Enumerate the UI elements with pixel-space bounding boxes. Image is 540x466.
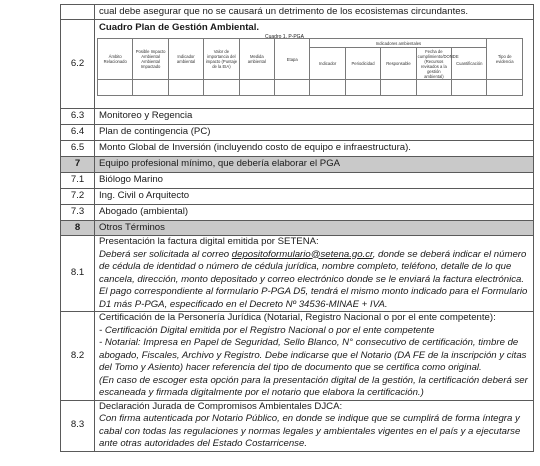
row-number: 8.1 (61, 236, 95, 312)
row-heading: Presentación la factura digital emitida por SETENA: (99, 236, 319, 247)
row-text: cual debe asegurar que no se causará un detrimento de los ecosistemas circundantes. (95, 5, 534, 20)
row-text: Abogado (ambiental) (95, 205, 534, 221)
pga-table (97, 38, 523, 96)
row-heading: Certificación de la Personería Jurídica (Notarial, Registro Nacional o por el ente competente): (99, 312, 496, 323)
row-number: 8.2 (61, 312, 95, 401)
row-number: 6.2 (61, 20, 95, 109)
row-text: Equipo profesional mínimo, que debería elaborar el PGA (95, 157, 534, 173)
pga-subheader-cell: Periodicidad (345, 48, 380, 80)
pga-subheader-cell: Indicador (310, 48, 345, 80)
row-number: 7.3 (61, 205, 95, 221)
row-number: 7.2 (61, 189, 95, 205)
table-row-6-2 (61, 20, 534, 109)
pga-empty-cell (133, 80, 168, 96)
row-number: 6.4 (61, 125, 95, 141)
requirements-table (60, 4, 534, 452)
pga-empty-cell (487, 80, 523, 96)
row-text: Otros Términos (95, 221, 534, 236)
row-text (95, 400, 534, 451)
row-text: Plan de contingencia (PC) (95, 125, 534, 141)
pga-header-cell: Valor de importancia del impacto (Puntaje de la EIA) (204, 39, 239, 80)
pga-subheader-cell: Fecha de cumplimiento/DONDE (Recursos revisados a la gestión ambiental) (417, 48, 459, 79)
pga-empty-cell (416, 80, 451, 96)
pga-subheader-cell: Responsable (381, 48, 416, 80)
pga-empty-cell (168, 80, 203, 96)
table-row (61, 109, 534, 125)
table-row-8-1 (61, 236, 534, 312)
row-text: Ing. Civil o Arquitecto (95, 189, 534, 205)
row-text (95, 236, 534, 312)
row-paragraph: - Notarial: Impresa en Papel de Seguridad, Sello Blanco, N° consecutivo de certificación, timbre de abogado, Fiscales, Archivo y Registro. Debe indicarse que el Notario (DA FE de la inscripción y citas del Tomo y Asiento) hacer referencia del tipo de documento que se certifica como original. (99, 337, 527, 373)
section-row-8 (61, 221, 534, 236)
table-row (61, 5, 534, 20)
pga-empty-cell (310, 80, 345, 96)
section-row-7 (61, 157, 534, 173)
row-number: 7 (61, 157, 95, 173)
pga-empty-cell (381, 80, 416, 96)
row-number: 8.3 (61, 400, 95, 451)
section-title: Cuadro Plan de Gestión Ambiental. (99, 22, 260, 33)
row-number: 6.5 (61, 141, 95, 157)
table-row (61, 125, 534, 141)
table-row (61, 189, 534, 205)
row-text: Monitoreo y Regencia (95, 109, 534, 125)
email-link[interactable]: depositoformulario@setena.go.cr (231, 248, 373, 260)
pga-empty-cell (98, 80, 133, 96)
row-number: 8 (61, 221, 95, 236)
text-span: Deberá ser solicitada al correo (99, 248, 232, 260)
table-row (61, 173, 534, 189)
pga-empty-cell (452, 80, 487, 96)
pga-subheader-cell: Cuantificación (452, 48, 487, 80)
pga-header-cell: Medida ambiental (239, 39, 274, 80)
row-number: 7.1 (61, 173, 95, 189)
pga-group-header: Indicadores ambientales (310, 39, 487, 48)
pga-cell (95, 20, 534, 109)
pga-header-cell: Etapa (275, 39, 310, 80)
pga-empty-cell (275, 80, 310, 96)
row-number (61, 5, 95, 20)
pga-empty-cell (239, 80, 274, 96)
row-text (95, 312, 534, 401)
pga-header-cell: Ámbito Relacionado (98, 39, 133, 80)
row-text: Monto Global de Inversión (incluyendo costo de equipo e infraestructura). (95, 141, 534, 157)
table-row-8-2 (61, 312, 534, 401)
pga-empty-cell (204, 80, 239, 96)
row-text: Biólogo Marino (95, 173, 534, 189)
pga-header-cell: Indicador ambiental (168, 39, 203, 80)
row-paragraph (99, 249, 529, 312)
pga-header-cell: Tipo de evidencia (487, 39, 523, 80)
table-row (61, 205, 534, 221)
text-span: , donde se deberá indicar el número de cédula de identidad o número de cédula jurídica, nombre completo, teléfono, detalle de lo que cancela, dirección, monto depositado y correo electrónico donde se le enviará la factura electrónica. El pago correspondiente al formulario P-PGA D5, tendrá el mismo monto indicado para el Formulario D1 más P-PGA, especificado en el Decreto Nº 34536-MINAE + IVA. (99, 248, 528, 310)
table-row (61, 141, 534, 157)
table-row-8-3 (61, 400, 534, 451)
pga-empty-cell (345, 80, 380, 96)
row-paragraph: Con firma autenticada por Notario Público, en donde se indique que se cumplirá de forma íntegra y cabal con todas las regulaciones y normas legales y ambientales vigentes en el país y a ejecutarse ante otras autoridades del Estado Costarricense. (99, 413, 521, 449)
row-heading: Declaración Jurada de Compromisos Ambientales DJCA: (99, 400, 343, 412)
row-number: 6.3 (61, 109, 95, 125)
row-paragraph: (En caso de escoger esta opción para la presentación digital de la gestión, la certificación deberá ser escaneada y firmada digitalmente por el notario que elabora la certificación.) (99, 374, 528, 398)
pga-caption: Cuadro 1. P-PGA (265, 34, 304, 40)
pga-header-cell: Posible Impacto Ambiental Ambiental Impactado (133, 39, 168, 80)
row-paragraph: - Certificación Digital emitida por el Registro Nacional o por el ente competente (99, 324, 435, 336)
